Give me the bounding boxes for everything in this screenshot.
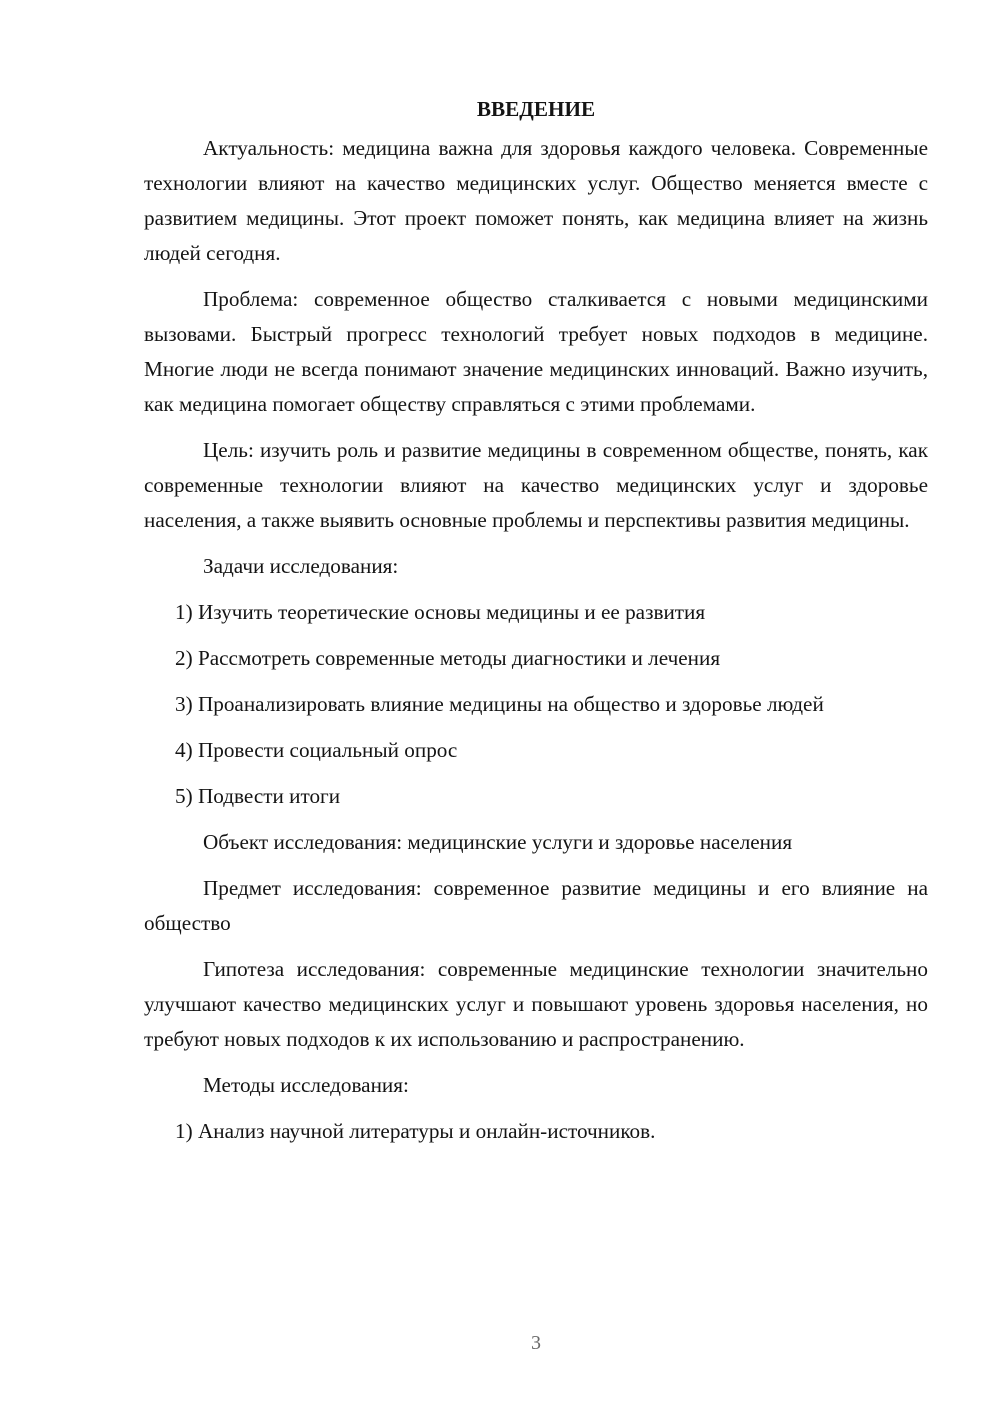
methods-heading: Методы исследования: <box>203 1073 409 1097</box>
paragraph-goal: Цель: изучить роль и развитие медицины в современном обществе, понять, как современные технологии влияют на качество медицинских услуг и здоровье населения, а также выявить основные проблемы и перспективы развития медицины. <box>144 438 928 532</box>
task-item-3: 3) Проанализировать влияние медицины на общество и здоровье людей <box>175 692 824 716</box>
section-title: ВВЕДЕНИЕ <box>476 97 596 121</box>
page-content <box>144 92 928 1160</box>
page-number: 3 <box>531 1332 541 1354</box>
paragraph-problem: Проблема: современное общество сталкивается с новыми медицинскими вызовами. Быстрый прогресс технологий требует новых подходов в медицине. Многие люди не всегда понимают значение медицинских инноваций. Важно изучить, как медицина помогает обществу справляться с этими проблемами. <box>144 287 928 416</box>
task-item-4: 4) Провести социальный опрос <box>175 738 458 762</box>
paragraph-hypothesis: Гипотеза исследования: современные медицинские технологии значительно улучшают качество медицинских услуг и повышают уровень здоровья населения, но требуют новых подходов к их использованию и распространению. <box>144 957 928 1051</box>
task-item-1: 1) Изучить теоретические основы медицины и ее развития <box>175 600 706 624</box>
method-item-1: 1) Анализ научной литературы и онлайн-источников. <box>175 1119 656 1143</box>
task-item-5: 5) Подвести итоги <box>175 784 341 808</box>
tasks-heading: Задачи исследования: <box>203 554 399 578</box>
task-item-2: 2) Рассмотреть современные методы диагностики и лечения <box>175 646 721 670</box>
paragraph-relevance: Актуальность: медицина важна для здоровья каждого человека. Современные технологии влияют на качество медицинских услуг. Общество меняется вместе с развитием медицины. Этот проект поможет понять, как медицина влияет на жизнь людей сегодня. <box>144 136 928 265</box>
paragraph-object: Объект исследования: медицинские услуги и здоровье населения <box>203 830 793 854</box>
paragraph-subject: Предмет исследования: современное развитие медицины и его влияние на общество <box>144 876 928 935</box>
